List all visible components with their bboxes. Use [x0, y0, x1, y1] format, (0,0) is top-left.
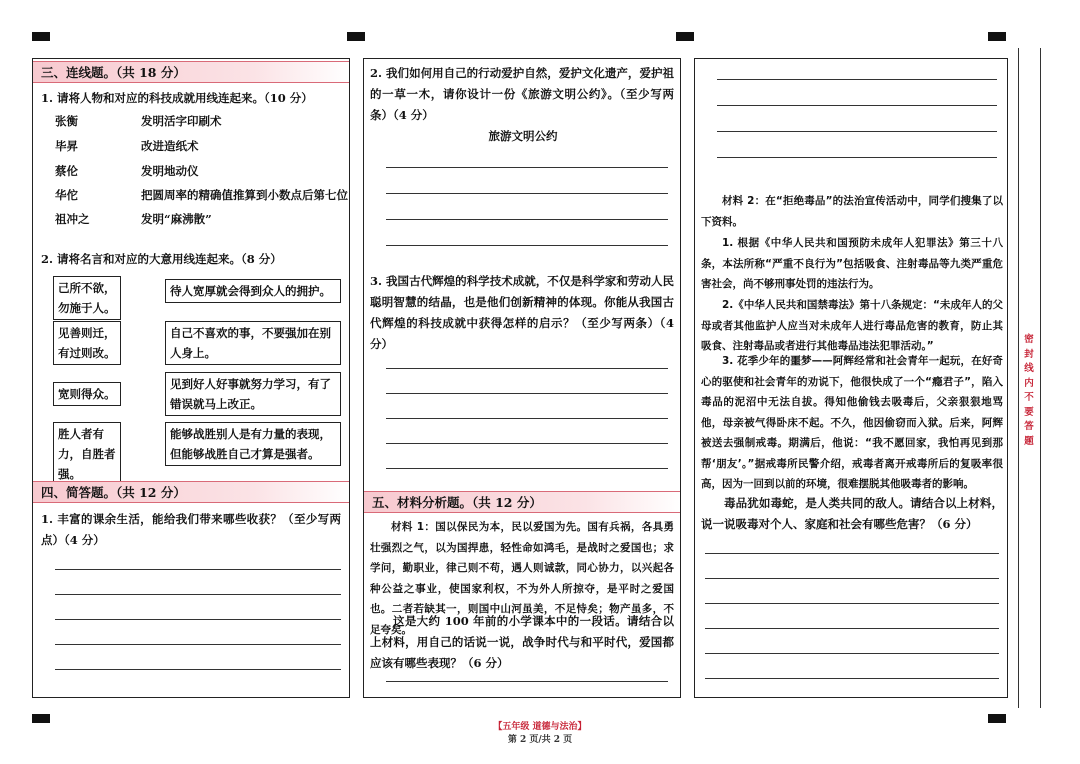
section-5-title: 五、材料分析题。（共 12 分）	[364, 491, 680, 513]
footer-page-number: 第 2 页/共 2 页	[507, 735, 573, 745]
answer-line[interactable]	[705, 578, 999, 579]
meaning-box: 待人宽厚就会得到众人的拥护。	[165, 279, 341, 303]
person-name: 华佗	[55, 188, 78, 202]
column-right	[694, 58, 1008, 698]
answer-line[interactable]	[705, 653, 999, 654]
answer-line[interactable]	[386, 219, 668, 220]
material-2-item: 1. 根据《中华人民共和国预防未成年人犯罪法》第三十八条，本法所称“严重不良行为”包括吸食、注射毒品等九类严重危害社会，尚不够刑事处罚的违法行为。	[701, 237, 1003, 290]
column-left	[32, 58, 350, 698]
achievement: 发明“麻沸散”	[141, 212, 212, 226]
answer-line[interactable]	[386, 418, 668, 419]
section-4-title: 四、简答题。（共 12 分）	[33, 481, 349, 503]
answer-line[interactable]	[55, 669, 341, 670]
saying-box: 宽则得众。	[53, 382, 121, 406]
answer-line[interactable]	[717, 157, 997, 158]
answer-line[interactable]	[386, 167, 668, 168]
answer-line[interactable]	[55, 619, 341, 620]
material-2-item: 2.《中华人民共和国禁毒法》第十八条规定：“未成年人的父母或者其他监护人应当对未成年人进行毒品危害的教育，防止其吸食、注射毒品或者进行其他毒品违法犯罪活动。”	[701, 299, 1003, 352]
person-name: 祖冲之	[55, 212, 90, 226]
seal-line-notice: 密封线内不要答题	[1024, 334, 1034, 447]
meaning-box: 能够战胜别人是有力量的表现，但能够战胜自己才算是强者。	[165, 422, 341, 466]
answer-line[interactable]	[717, 131, 997, 132]
person-name: 张衡	[55, 114, 78, 128]
material-2-question: 毒品犹如毒蛇，是人类共同的敌人。请结合以上材料，说一说吸毒对个人、家庭和社会有哪些危害？（6 分）	[701, 496, 1003, 531]
answer-line[interactable]	[717, 105, 997, 106]
column-middle	[363, 58, 681, 698]
footer-subject: 【五年级 道德与法治】	[493, 722, 587, 732]
material-1-text: 材料 1：国以保民为本，民以爱国为先。国有兵祸，各具勇壮强烈之气，以为国捍患，轻性命如鸿毛，是战时之爱国也；求学问，勤职业，律己则不苟，遇人则诚款，同心协力，以兴起各种公益之事业，使国家利权，不为外人所掠夺，是平时之爱国也。二者若缺其一，则国中山河虽美，不足恃矣；物产虽多，不足夸矣。	[370, 521, 674, 636]
achievement: 把圆周率的精确值推算到小数点后第七位	[141, 188, 348, 202]
seal-line-margin	[1016, 48, 1044, 708]
short-answer-question-2: 2. 我们如何用自己的行动爱护自然，爱护文化遗产，爱护祖的一草一木，请你设计一份《旅游文明公约》。（至少写两条）（4 分）	[370, 66, 674, 122]
person-name: 蔡伦	[55, 164, 78, 178]
material-2-item: 3. 花季少年的噩梦——阿辉经常和社会青年一起玩，在好奇心的驱使和社会青年的劝说下，他很快成了一个“瘾君子”，陷入毒品的泥沼中无法自拔。得知他偷钱去吸毒后，父亲狠狠地骂他，母亲被气得卧床不起。不久，他因偷窃而入狱。后来，阿辉被送去强制戒毒。期满后，他说：“我不愿回家，我怕再见到那帮‘朋友’。”据戒毒所民警介绍，戒毒者离开戒毒所后的复吸率很高，因为一回到以前的环境，很难摆脱其他吸毒者的影响。	[701, 355, 1003, 490]
answer-line[interactable]	[386, 681, 668, 682]
registration-mark	[988, 32, 1006, 41]
achievement: 发明地动仪	[141, 164, 199, 178]
answer-line[interactable]	[386, 468, 668, 469]
section-3-title: 三、连线题。（共 18 分）	[33, 61, 349, 83]
matching-question-2: 2. 请将名言和对应的大意用线连起来。（8 分）	[41, 252, 282, 266]
answer-line[interactable]	[386, 245, 668, 246]
saying-box: 胜人者有力，自胜者强。	[53, 422, 121, 486]
seal-line	[1018, 48, 1019, 708]
registration-mark	[32, 32, 50, 41]
registration-mark	[676, 32, 694, 41]
answer-line[interactable]	[705, 553, 999, 554]
answer-line[interactable]	[55, 569, 341, 570]
meaning-box: 见到好人好事就努力学习，有了错误就马上改正。	[165, 372, 341, 416]
achievement: 改进造纸术	[141, 139, 199, 153]
answer-line[interactable]	[386, 193, 668, 194]
answer-line[interactable]	[386, 443, 668, 444]
material-2-intro: 材料 2：在“拒绝毒品”的法治宣传活动中，同学们搜集了以下资料。	[701, 195, 1003, 228]
answer-line[interactable]	[386, 368, 668, 369]
matching-question-1: 1. 请将人物和对应的科技成就用线连起来。（10 分）	[41, 91, 313, 105]
meaning-box: 自己不喜欢的事，不要强加在别人身上。	[165, 321, 341, 365]
convention-title: 旅游文明公约	[488, 129, 558, 143]
person-name: 毕昇	[55, 139, 78, 153]
registration-mark	[347, 32, 365, 41]
short-answer-question-3: 3. 我国古代辉煌的科学技术成就，不仅是科学家和劳动人民聪明智慧的结晶，也是他们创新精神的体现。你能从我国古代辉煌的科技成就中获得怎样的启示？（至少写两条）（4 分）	[370, 274, 674, 351]
saying-box: 己所不欲，勿施于人。	[53, 276, 121, 320]
answer-line[interactable]	[705, 678, 999, 679]
answer-line[interactable]	[717, 79, 997, 80]
answer-line[interactable]	[705, 628, 999, 629]
answer-line[interactable]	[386, 393, 668, 394]
answer-line[interactable]	[705, 603, 999, 604]
seal-line	[1040, 48, 1041, 708]
saying-box: 见善则迁，有过则改。	[53, 321, 121, 365]
material-1-question: 这是大约 100 年前的小学课本中的一段话。请结合以上材料，用自己的话说一说，战争时代与和平时代，爱国都应该有哪些表现？（6 分）	[370, 614, 674, 670]
short-answer-question-1: 1. 丰富的课余生活，能给我们带来哪些收获？（至少写两点）（4 分）	[41, 512, 341, 547]
achievement: 发明活字印刷术	[141, 114, 222, 128]
answer-line[interactable]	[55, 644, 341, 645]
answer-line[interactable]	[55, 594, 341, 595]
